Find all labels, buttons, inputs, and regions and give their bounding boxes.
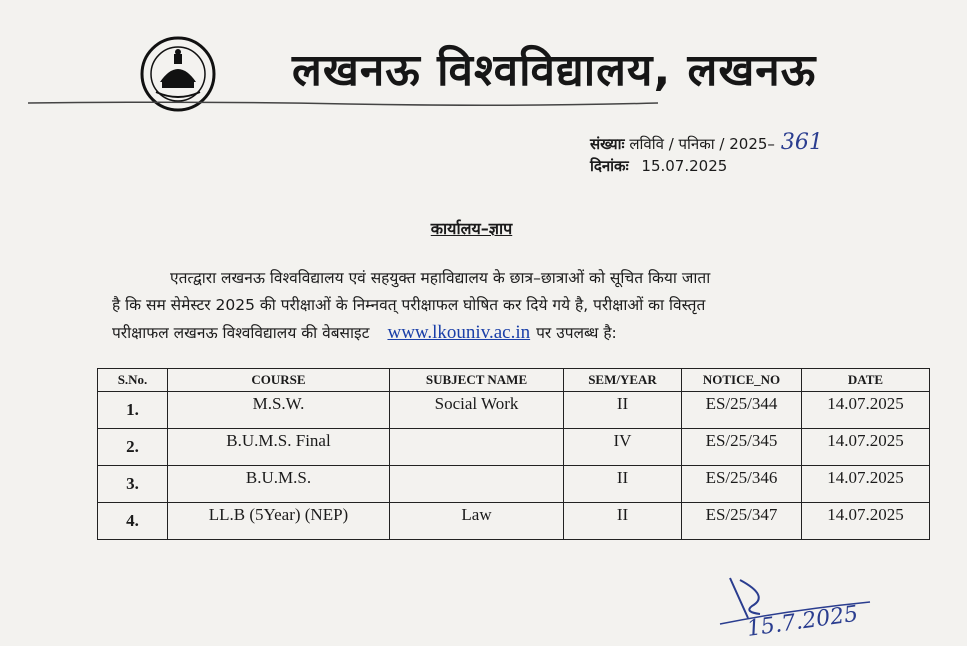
header-date: DATE — [802, 369, 930, 392]
reference-handwritten-number: 361 — [780, 130, 823, 155]
cell-subject: Law — [390, 503, 564, 540]
reference-number — [590, 132, 823, 155]
university-title: लखनऊ विश्वविद्यालय, लखनऊ — [292, 45, 817, 96]
cell-subject: Social Work — [390, 392, 564, 429]
header-rule — [28, 100, 658, 106]
cell-sem: II — [564, 392, 682, 429]
notice-line-3-end: पर उपलब्ध है: — [536, 324, 617, 342]
table-row — [98, 503, 930, 540]
cell-sno: 2. — [98, 429, 168, 466]
table-header-row — [98, 369, 930, 392]
cell-sno: 4. — [98, 503, 168, 540]
notice-line-1: एतत्द्वारा लखनऊ विश्वविद्यालय एवं सहयुक्त महाविद्यालय के छात्र–छात्राओं को सूचित किया जाता — [170, 269, 711, 287]
table-row — [98, 429, 930, 466]
cell-sno: 3. — [98, 466, 168, 503]
website-link[interactable]: www.lkouniv.ac.in — [387, 322, 531, 343]
cell-subject — [390, 429, 564, 466]
header-subject-name: SUBJECT NAME — [390, 369, 564, 392]
cell-course: LL.B (5Year) (NEP) — [168, 503, 390, 540]
table-row — [98, 466, 930, 503]
header-sem-year: SEM/YEAR — [564, 369, 682, 392]
cell-course: B.U.M.S. — [168, 466, 390, 503]
results-table — [97, 368, 930, 540]
cell-sem: II — [564, 503, 682, 540]
reference-number-label: संख्याः — [590, 135, 625, 153]
table-row — [98, 392, 930, 429]
header-course: COURSE — [168, 369, 390, 392]
notice-line-3 — [112, 319, 912, 347]
office-memo-heading — [0, 217, 967, 239]
cell-sem: II — [564, 466, 682, 503]
cell-sem: IV — [564, 429, 682, 466]
cell-subject — [390, 466, 564, 503]
notice-line-2: है कि सम सेमेस्टर 2025 की परीक्षाओं के निम्नवत् परीक्षाफल घोषित कर दिये गये है, परीक्षाओं का विस्तृत — [112, 296, 706, 314]
cell-date: 14.07.2025 — [802, 503, 930, 540]
notice-paragraph — [112, 265, 912, 347]
reference-block — [590, 132, 823, 177]
cell-notice: ES/25/346 — [682, 466, 802, 503]
cell-course: M.S.W. — [168, 392, 390, 429]
cell-course: B.U.M.S. Final — [168, 429, 390, 466]
cell-date: 14.07.2025 — [802, 392, 930, 429]
cell-notice: ES/25/345 — [682, 429, 802, 466]
cell-notice: ES/25/344 — [682, 392, 802, 429]
notice-line-3-start: परीक्षाफल लखनऊ विश्वविद्यालय की वेबसाइट — [112, 324, 370, 342]
reference-date — [590, 155, 823, 177]
office-memo-heading-text: कार्यालय–ज्ञाप — [430, 219, 513, 238]
header-sno: S.No. — [98, 369, 168, 392]
cell-sno: 1. — [98, 392, 168, 429]
signature-date: 15.7.2025 — [745, 601, 860, 642]
header-notice-no: NOTICE_NO — [682, 369, 802, 392]
reference-date-label: दिनांकः — [590, 157, 629, 175]
reference-date-value: 15.07.2025 — [641, 157, 728, 175]
cell-notice: ES/25/347 — [682, 503, 802, 540]
cell-date: 14.07.2025 — [802, 429, 930, 466]
cell-date: 14.07.2025 — [802, 466, 930, 503]
reference-number-value: लविवि / पनिका / 2025– — [629, 135, 775, 153]
signature — [700, 566, 900, 646]
